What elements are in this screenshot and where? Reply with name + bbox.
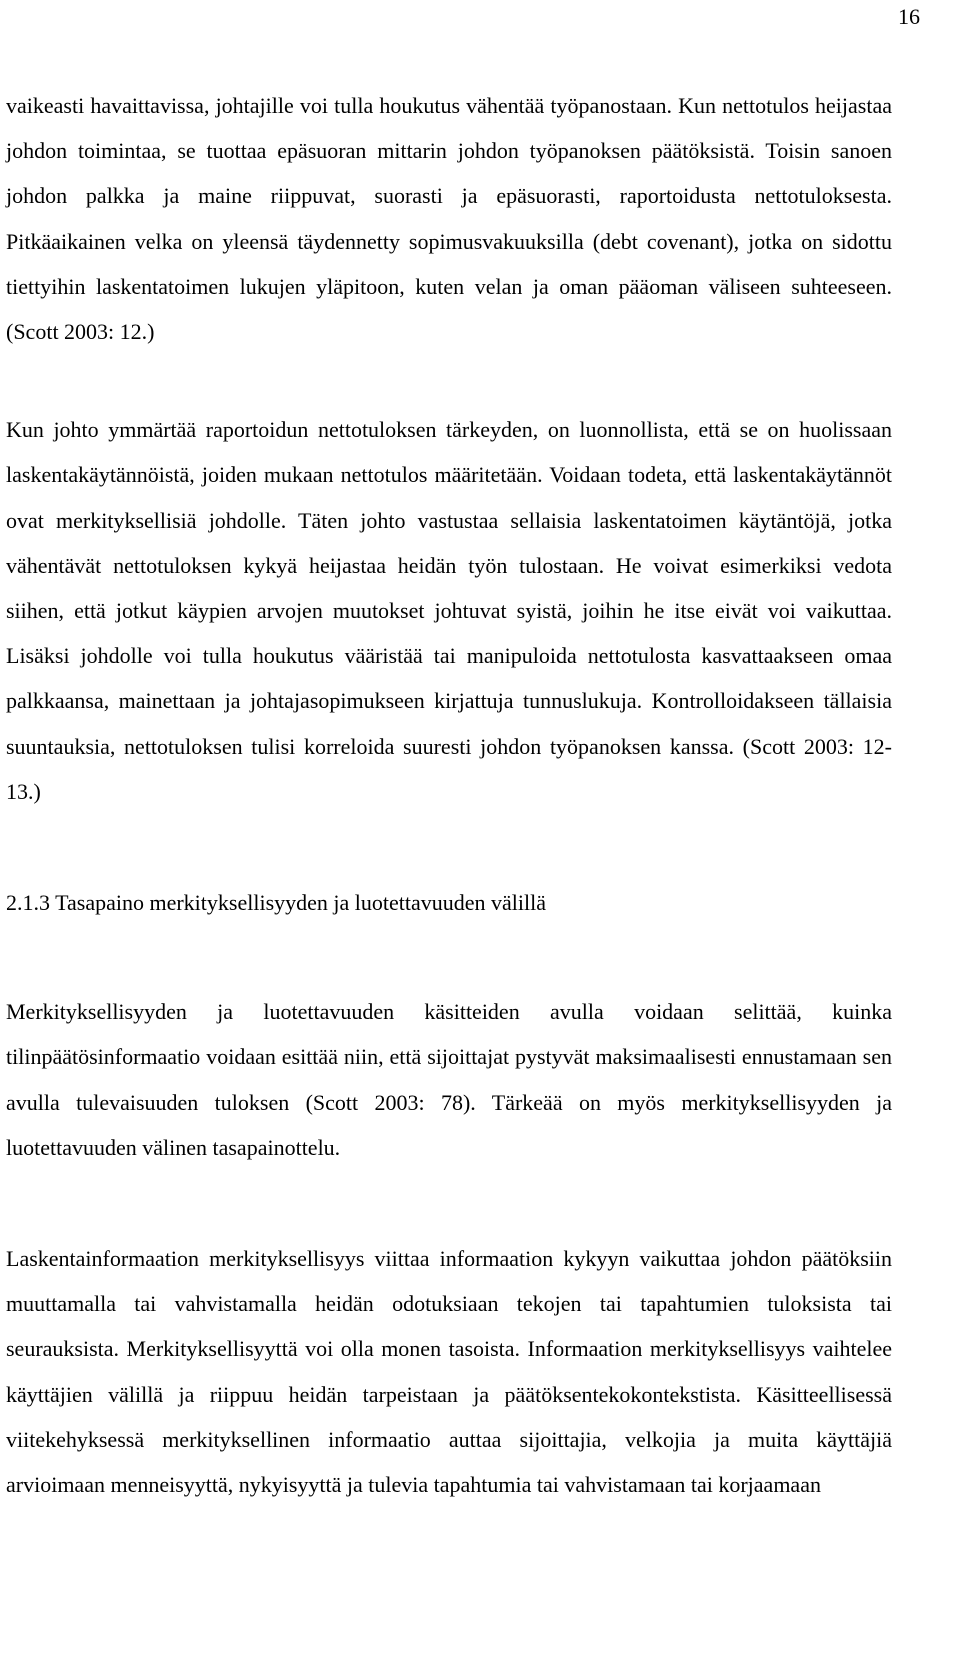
page-number: 16 (898, 4, 920, 29)
paragraph-spacer (6, 1170, 892, 1236)
heading-spacer (6, 925, 892, 989)
paragraph-debt-covenants: vaikeasti havaittavissa, johtajille voi tulla houkutus vähentää työpanostaan. Kun nettotulos heijastaa johdon toimintaa, se tuottaa epäsuoran mittarin johdon työpanoksen päätöksistä. Toisin sanoen johdon palkka ja maine riippuvat, suorasti ja epäsuorasti, raportoidusta nettotuloksesta. Pitkäaikainen velka on yleensä täydennetty sopimusvakuuksilla (debt covenant), jotka on sidottu tiettyihin laskentatoimen lukujen yläpitoon, kuten velan ja oman pääoman väliseen suhteeseen. (Scott 2003: 12.) (6, 93, 892, 345)
paragraph-management-incentives: Kun johto ymmärtää raportoidun nettotuloksen tärkeyden, on luonnollista, että se on huolissaan laskentakäytännöistä, joiden mukaan nettotulos määritetään. Voidaan todeta, että laskentakäytännöt ovat merkityksellisiä johdolle. Täten johto vastustaa sellaisia laskentatoimen käytäntöjä, jotka vähentävät nettotuloksen kykyä heijastaa heidän työn tulostaan. He voivat esimerkiksi vedota siihen, että jotkut käypien arvojen muutokset johtuvat syistä, joihin he itse eivät voi vaikuttaa. Lisäksi johdolle voi tulla houkutus vääristää tai manipuloida nettotulosta kasvattaakseen omaa palkkaansa, mainettaan ja johtajasopimukseen kirjattuja tunnuslukuja. Kontrolloidakseen tällaisia suuntauksia, nettotuloksen tulisi korreloida suuresti johdon työpanoksen kanssa. (Scott 2003: 12-13.) (6, 417, 892, 804)
section-spacer (6, 814, 892, 880)
paragraph-relevance-definition: Laskentainformaation merkityksellisyys viittaa informaation kykyyn vaikuttaa johdon päätöksiin muuttamalla tai vahvistamalla heidän odotuksiaan tekojen tai tapahtumien tuloksista tai seurauksista. Merkityksellisyyttä voi olla monen tasoista. Informaation merkityksellisyys vaihtelee käyttäjien välillä ja riippuu heidän tarpeistaan ja päätöksentekokontekstista. Käsitteellisessä viitekehyksessä merkityksellinen informaatio auttaa sijoittajia, velkojia ja muita käyttäjiä arvioimaan menneisyyttä, nykyisyyttä ja tulevia tapahtumia tai vahvistamaan tai korjaamaan (6, 1246, 892, 1498)
paragraph-relevance-reliability: Merkityksellisyyden ja luotettavuuden käsitteiden avulla voidaan selittää, kuinka tilinpäätösinformaatio voidaan esittää niin, että sijoittajat pystyvät maksimaalisesti ennustamaan sen avulla tulevaisuuden tuloksen (Scott 2003: 78). Tärkeää on myös merkityksellisyyden ja luotettavuuden välinen tasapainottelu. (6, 999, 892, 1160)
paragraph-spacer (6, 354, 892, 407)
document-body (6, 83, 892, 1507)
section-heading: 2.1.3 Tasapaino merkityksellisyyden ja luotettavuuden välillä (6, 890, 546, 916)
